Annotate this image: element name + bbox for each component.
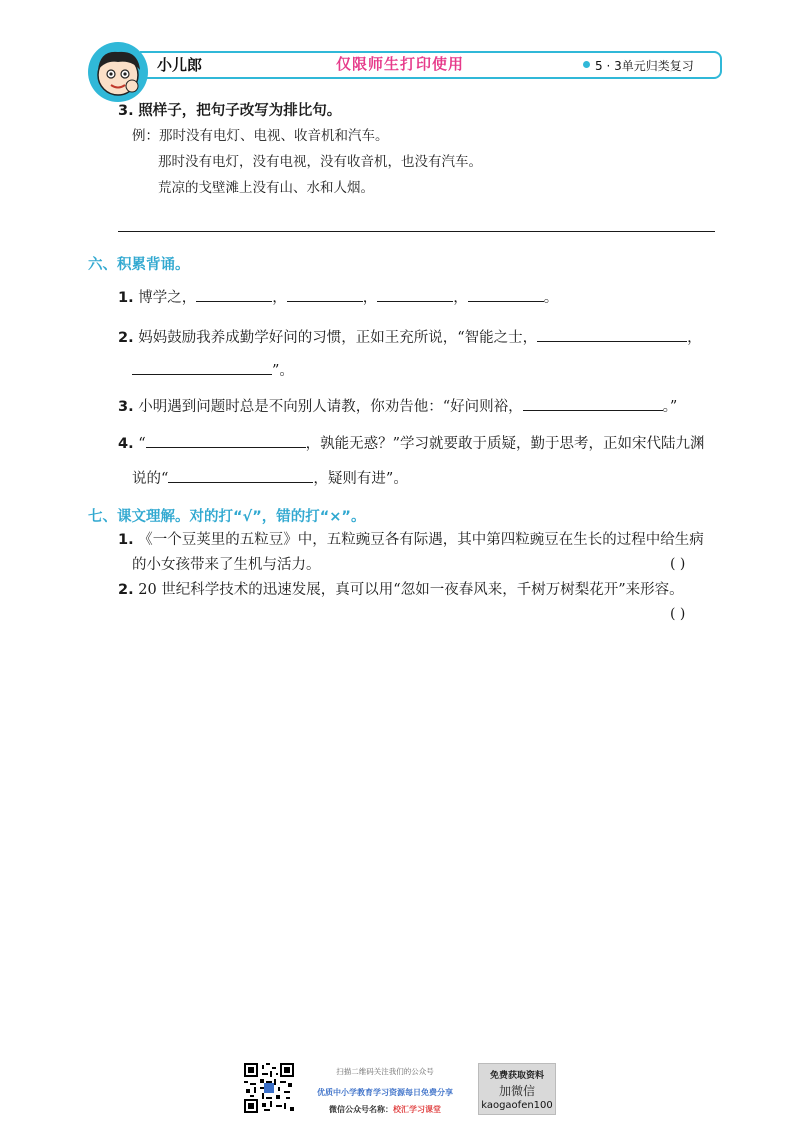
s6-item1-number: 1. xyxy=(118,290,134,306)
s6-item4-number: 4. xyxy=(118,436,134,452)
s6-item1 xyxy=(118,287,558,308)
s6-item3-number: 3. xyxy=(118,399,134,415)
section6-title: 六、积累背诵。 xyxy=(88,257,190,273)
fill-blank[interactable] xyxy=(146,433,306,448)
brand-name: 小儿郎 xyxy=(157,56,203,74)
fill-blank[interactable] xyxy=(523,396,663,411)
separator: ， xyxy=(453,290,468,306)
s7-item2-line1: 20 世纪科学技术的迅速发展，真可以用“忽如一夜春风来，千树万树梨花开”来形容。 xyxy=(138,582,684,598)
account-label: 微信公众号名称： xyxy=(329,1105,393,1114)
unit-title: 5 · 3单元归类复习 xyxy=(595,59,694,73)
s6-item2 xyxy=(118,327,702,348)
section7-title: 七、课文理解。对的打“√”，错的打“×”。 xyxy=(88,509,366,525)
s6-item2-line2 xyxy=(132,360,294,381)
q3-example-line1 xyxy=(132,126,389,146)
answer-parentheses[interactable]: ( ) xyxy=(670,556,686,572)
answer-parentheses[interactable]: ( ) xyxy=(670,606,686,622)
s6-item1-text: 博学之， xyxy=(138,290,197,306)
answer-line xyxy=(118,231,715,232)
q3-example-line2: 那时没有电灯，没有电视，没有收音机，也没有汽车。 xyxy=(158,154,482,170)
s7-item1-line2: 的小女孩带来了生机与活力。 xyxy=(132,557,321,573)
s7-item2-number: 2. xyxy=(118,582,134,598)
s6-item4-text: ，孰能无惑？”学习就要敢于质疑，勤于思考，正如宋代陆九渊 xyxy=(305,436,705,452)
fill-blank[interactable] xyxy=(287,287,363,302)
period: 。 xyxy=(543,290,559,306)
s6-item4-text3: ，疑则有进”。 xyxy=(313,471,408,487)
s6-item4 xyxy=(118,433,705,454)
footer-share-text: 优质中小学教育学习资源每日免费分享 xyxy=(317,1088,453,1097)
wechat-info-box xyxy=(478,1063,556,1115)
s7-item1 xyxy=(118,530,704,550)
fill-blank[interactable] xyxy=(168,468,313,483)
fill-blank[interactable] xyxy=(196,287,272,302)
q3-number: 3. xyxy=(118,103,134,119)
example-sentence-1: 那时没有电灯、电视、收音机和汽车。 xyxy=(159,128,389,144)
s7-item2 xyxy=(118,580,684,600)
fill-blank[interactable] xyxy=(468,287,544,302)
fill-blank[interactable] xyxy=(132,360,272,375)
bullet-dot-icon xyxy=(583,61,590,68)
footer-account xyxy=(300,1104,470,1115)
footer-scan-text: 扫描二维码关注我们的公众号 xyxy=(336,1067,434,1076)
opening-quote: “ xyxy=(138,436,146,452)
closing-quote: 。” xyxy=(662,399,678,415)
fill-blank[interactable] xyxy=(377,287,453,302)
print-notice: 仅限师生打印使用 xyxy=(335,55,464,73)
wx-line2: 加微信 xyxy=(498,1084,535,1098)
q3-title-text: 照样子，把句子改写为排比句。 xyxy=(138,103,342,119)
fill-blank[interactable] xyxy=(537,327,687,342)
s6-item2-number: 2. xyxy=(118,330,134,346)
example-label: 例： xyxy=(132,128,159,144)
wx-line1: 免费获取资料 xyxy=(489,1071,544,1081)
separator: ， xyxy=(687,330,702,346)
closing-quote: ”。 xyxy=(272,363,294,379)
separator: ， xyxy=(272,290,287,306)
s6-item4-text2: 说的“ xyxy=(132,471,169,487)
separator: ， xyxy=(362,290,378,306)
s6-item4-line2 xyxy=(132,468,408,489)
account-name: 校汇学习课堂 xyxy=(393,1105,441,1114)
s7-item1-number: 1. xyxy=(118,532,134,548)
s7-item1-line1: 《一个豆荚里的五粒豆》中，五粒豌豆各有际遇，其中第四粒豌豆在生长的过程中给生病 xyxy=(138,532,704,548)
s6-item2-text: 妈妈鼓励我养成勤学好问的习惯，正如王充所说，“智能之士， xyxy=(138,330,538,346)
wx-id: kaogaofen100 xyxy=(481,1100,553,1111)
s6-item3 xyxy=(118,396,677,417)
q3-title xyxy=(118,101,341,121)
qr-code-image xyxy=(244,1063,294,1113)
q3-prompt: 荒凉的戈壁滩上没有山、水和人烟。 xyxy=(158,180,374,196)
s6-item3-text: 小明遇到问题时总是不向别人请教，你劝告他：“好问则裕， xyxy=(138,399,523,415)
